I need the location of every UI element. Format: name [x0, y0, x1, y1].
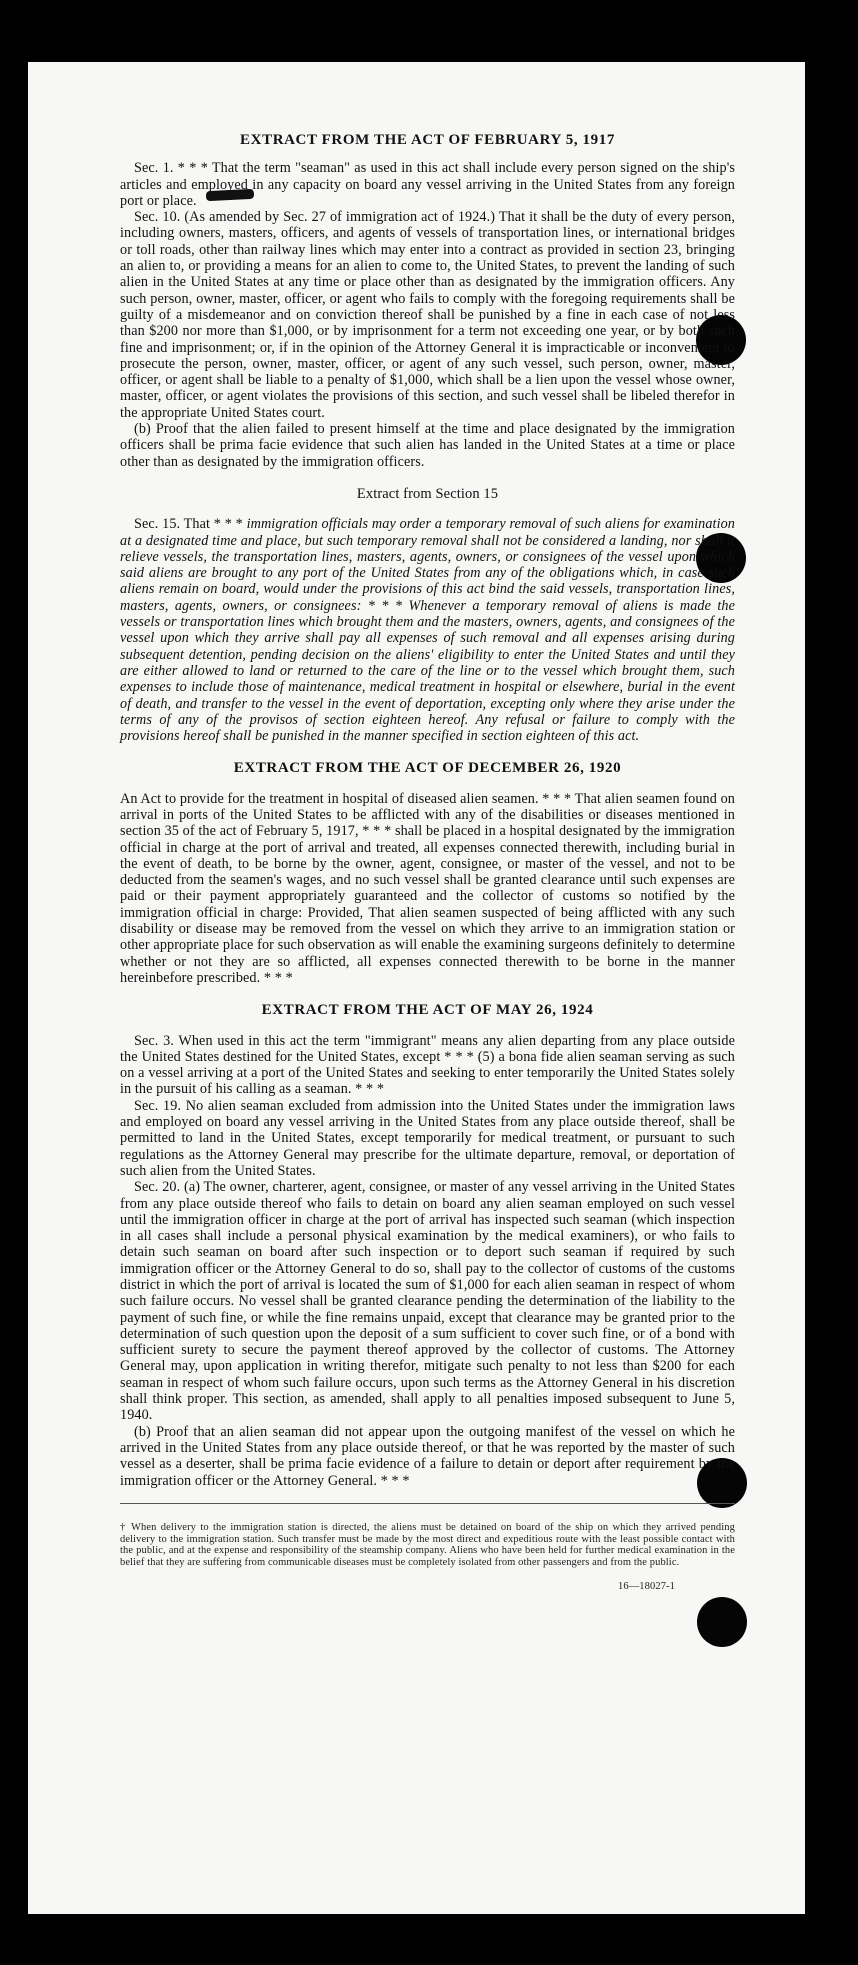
- sec-15-italic-text: immigration officials may order a temporary removal of such aliens for examination at a designated time and place, but such temporary removal shall not be considered a landing, nor shall it relieve vessels, the transportation lines, masters, agents, owners, or consignees of the vessel upon which said aliens are brought to any port of the United States from any of the obligations which, in case such aliens remain on board, would under the provisions of this act bind the said vessels, transportation lines, masters, agents, owners, or consignees: * * * Whenever a temporary removal of aliens is made the vessels or transportation lines which brought them and the masters, owners, agents, and consignees of the vessel upon which they arrive shall pay all expenses of such removal and all expenses arising during subsequent detention, pending decision on the aliens' eligibility to enter the United States and until they are either allowed to land or returned to the care of the line or to the vessel which brought them, such expenses to include those of maintenance, medical treatment in hospital or elsewhere, burial in the event of death, and transfer to the vessel in the event of deportation, excepting only where they arise under the terms of any of the provisos of section eighteen hereof. Any refusal or failure to comply with the provisions hereof shall be punished in the manner specified in section eighteen of this act.: [120, 516, 735, 745]
- act-1920-paragraph: An Act to provide for the treatment in hospital of diseased alien seamen. * * * That alien seamen found on arrival in ports of the United States to be afflicted with any of the disabilities or diseases mentioned in section 35 of the act of February 5, 1917, * * * shall be placed in a hospital designated by the immigration official in charge at the port of arrival and treated, all expenses connected therewith, including burial in the event of death, to be borne by the owner, agent, consignee, or master of the vessel, and not to be deducted from the seamen's wages, and no such vessel shall be granted clearance until such expenses are paid or their payment appropriately guaranteed and the collector of customs so notified by the immigration official in charge: Provided, That alien seamen suspected of being afflicted with any such disability or disease may be removed from the vessel on which they arrive to an immigration station or other appropriate place for such observation as will enable the examining surgeons definitely to determine whether or not they are so afflicted, all expenses connected therewith to be borne in the manner hereinbefore prescribed. * * *: [120, 790, 735, 986]
- sec-10-paragraph: Sec. 10. (As amended by Sec. 27 of immigration act of 1924.) That it shall be the duty of every person, including owners, masters, officers, and agents of vessels of transportation lines, or international bridges or toll roads, other than railway lines which may enter into a contract as provided in section 23, bringing an alien to, or providing a means for an alien to come to, the United States, to prevent the landing of such alien in the United States at any time or place other than as designated by the immigration officers. Any such person, owner, master, officer, or agent who fails to comply with the foregoing requirements shall be guilty of a misdemeanor and on conviction thereof shall be punished by a fine in each case of not less than $200 nor more than $1,000, or by imprisonment for a term not exceeding one year, or by both such fine and imprisonment; or, if in the opinion of the Attorney General it is impracticable or inconvenient to prosecute the person, owner, master, officer, or agent of any such vessel, such person, owner, master, officer, or agent shall be liable to a penalty of $1,000, which shall be a lien upon the vessel whose owner, master, officer, or agent violates the provisions of this section, and such vessel shall be libeled therefor in the appropriate United States court.: [120, 209, 735, 421]
- header-1924: EXTRACT FROM THE ACT OF MAY 26, 1924: [261, 1002, 594, 1019]
- footnote: † When delivery to the immigration station is directed, the aliens must be detained on board of the ship on which they arrived pending delivery to the immigration station. Such transfer must be made by the most direct and expeditious route with the least possible contact with the public, and at the expense and responsibility of the steamship company. Aliens who have been held for further medical examination in the belief that they are suffering from communicable diseases must be completely isolated from other passengers and from the public.: [120, 1521, 735, 1569]
- sec-20b-paragraph: (b) Proof that an alien seaman did not appear upon the outgoing manifest of the vessel on which he arrived in the United States from any place outside thereof, or that he was reported by the master of such vessel as a deserter, shall be prima facie evidence of a failure to detain or deport after requirement by the immigration officer or the Attorney General. * * *: [120, 1423, 735, 1489]
- sec-19-paragraph: Sec. 19. No alien seaman excluded from admission into the United States under the immigration laws and employed on board any vessel arriving in the United States from any place outside thereof, shall be permitted to land in the United States, except temporarily for medical treatment, or pursuant to such regulations as the Attorney General may prescribe for the ultimate departure, removal, or deportation of such alien from the United States.: [120, 1097, 735, 1179]
- sec-3-paragraph: Sec. 3. When used in this act the term "immigrant" means any alien departing from any place outside the United States destined for the United States, except * * * (5) a bona fide alien seaman serving as such on a vessel arriving at a port of the United States and seeking to enter temporarily the United States solely in the pursuit of his calling as a seaman. * * *: [120, 1032, 735, 1098]
- document-body: [120, 132, 735, 1595]
- sec-10b-paragraph: (b) Proof that the alien failed to present himself at the time and place designated by the immigration officers shall be prima facie evidence that such alien has landed in the United States at a time or place other than as designated by the immigration officers.: [120, 421, 735, 470]
- sec-15-paragraph: [120, 516, 735, 744]
- sec-15-lead: Sec. 15. That * * *: [134, 516, 247, 533]
- section-15-subheading: Extract from Section 15: [356, 485, 499, 502]
- form-code: 16—18027-1: [618, 1581, 675, 1593]
- header-1917: EXTRACT FROM THE ACT OF FEBRUARY 5, 1917: [240, 132, 615, 148]
- punch-hole-4: [697, 1597, 747, 1647]
- sec-1-paragraph: Sec. 1. * * * That the term "seaman" as used in this act shall include every person signed on the ship's articles and employed in any capacity on board any vessel arriving in the United States from any foreign port or place.: [120, 160, 735, 209]
- header-1920: EXTRACT FROM THE ACT OF DECEMBER 26, 1920: [233, 760, 622, 777]
- sec-20a-paragraph: Sec. 20. (a) The owner, charterer, agent, consignee, or master of any vessel arriving in the United States from any place outside thereof who fails to detain on board any alien seaman employed on such vessel until the immigration officer in charge at the port of arrival has inspected such seaman (which inspection in all cases shall include a personal physical examination by the medical examiners), or who fails to detain such seaman on board after such inspection or to deport such seaman if required by such immigration officer or the Attorney General to do so, shall pay to the collector of customs of the customs district in which the port of arrival is located the sum of $1,000 for each alien seaman in respect of whom such failure occurs. No vessel shall be granted clearance pending the determination of the liability to the payment of such fine, or while the fine remains unpaid, except that clearance may be granted prior to the determination of such question upon the deposit of a sum sufficient to cover such fine, or of a bond with sufficient surety to secure the payment thereof approved by the collector of customs. The Attorney General may, upon application in writing therefor, mitigate such penalty to not less than $200 for each seaman in respect of whom such failure occurs, upon such terms as the Attorney General in his discretion shall think proper. This section, as amended, shall apply to all penalties imposed subsequent to June 5, 1940.: [120, 1179, 735, 1424]
- footnote-divider: [120, 1503, 735, 1504]
